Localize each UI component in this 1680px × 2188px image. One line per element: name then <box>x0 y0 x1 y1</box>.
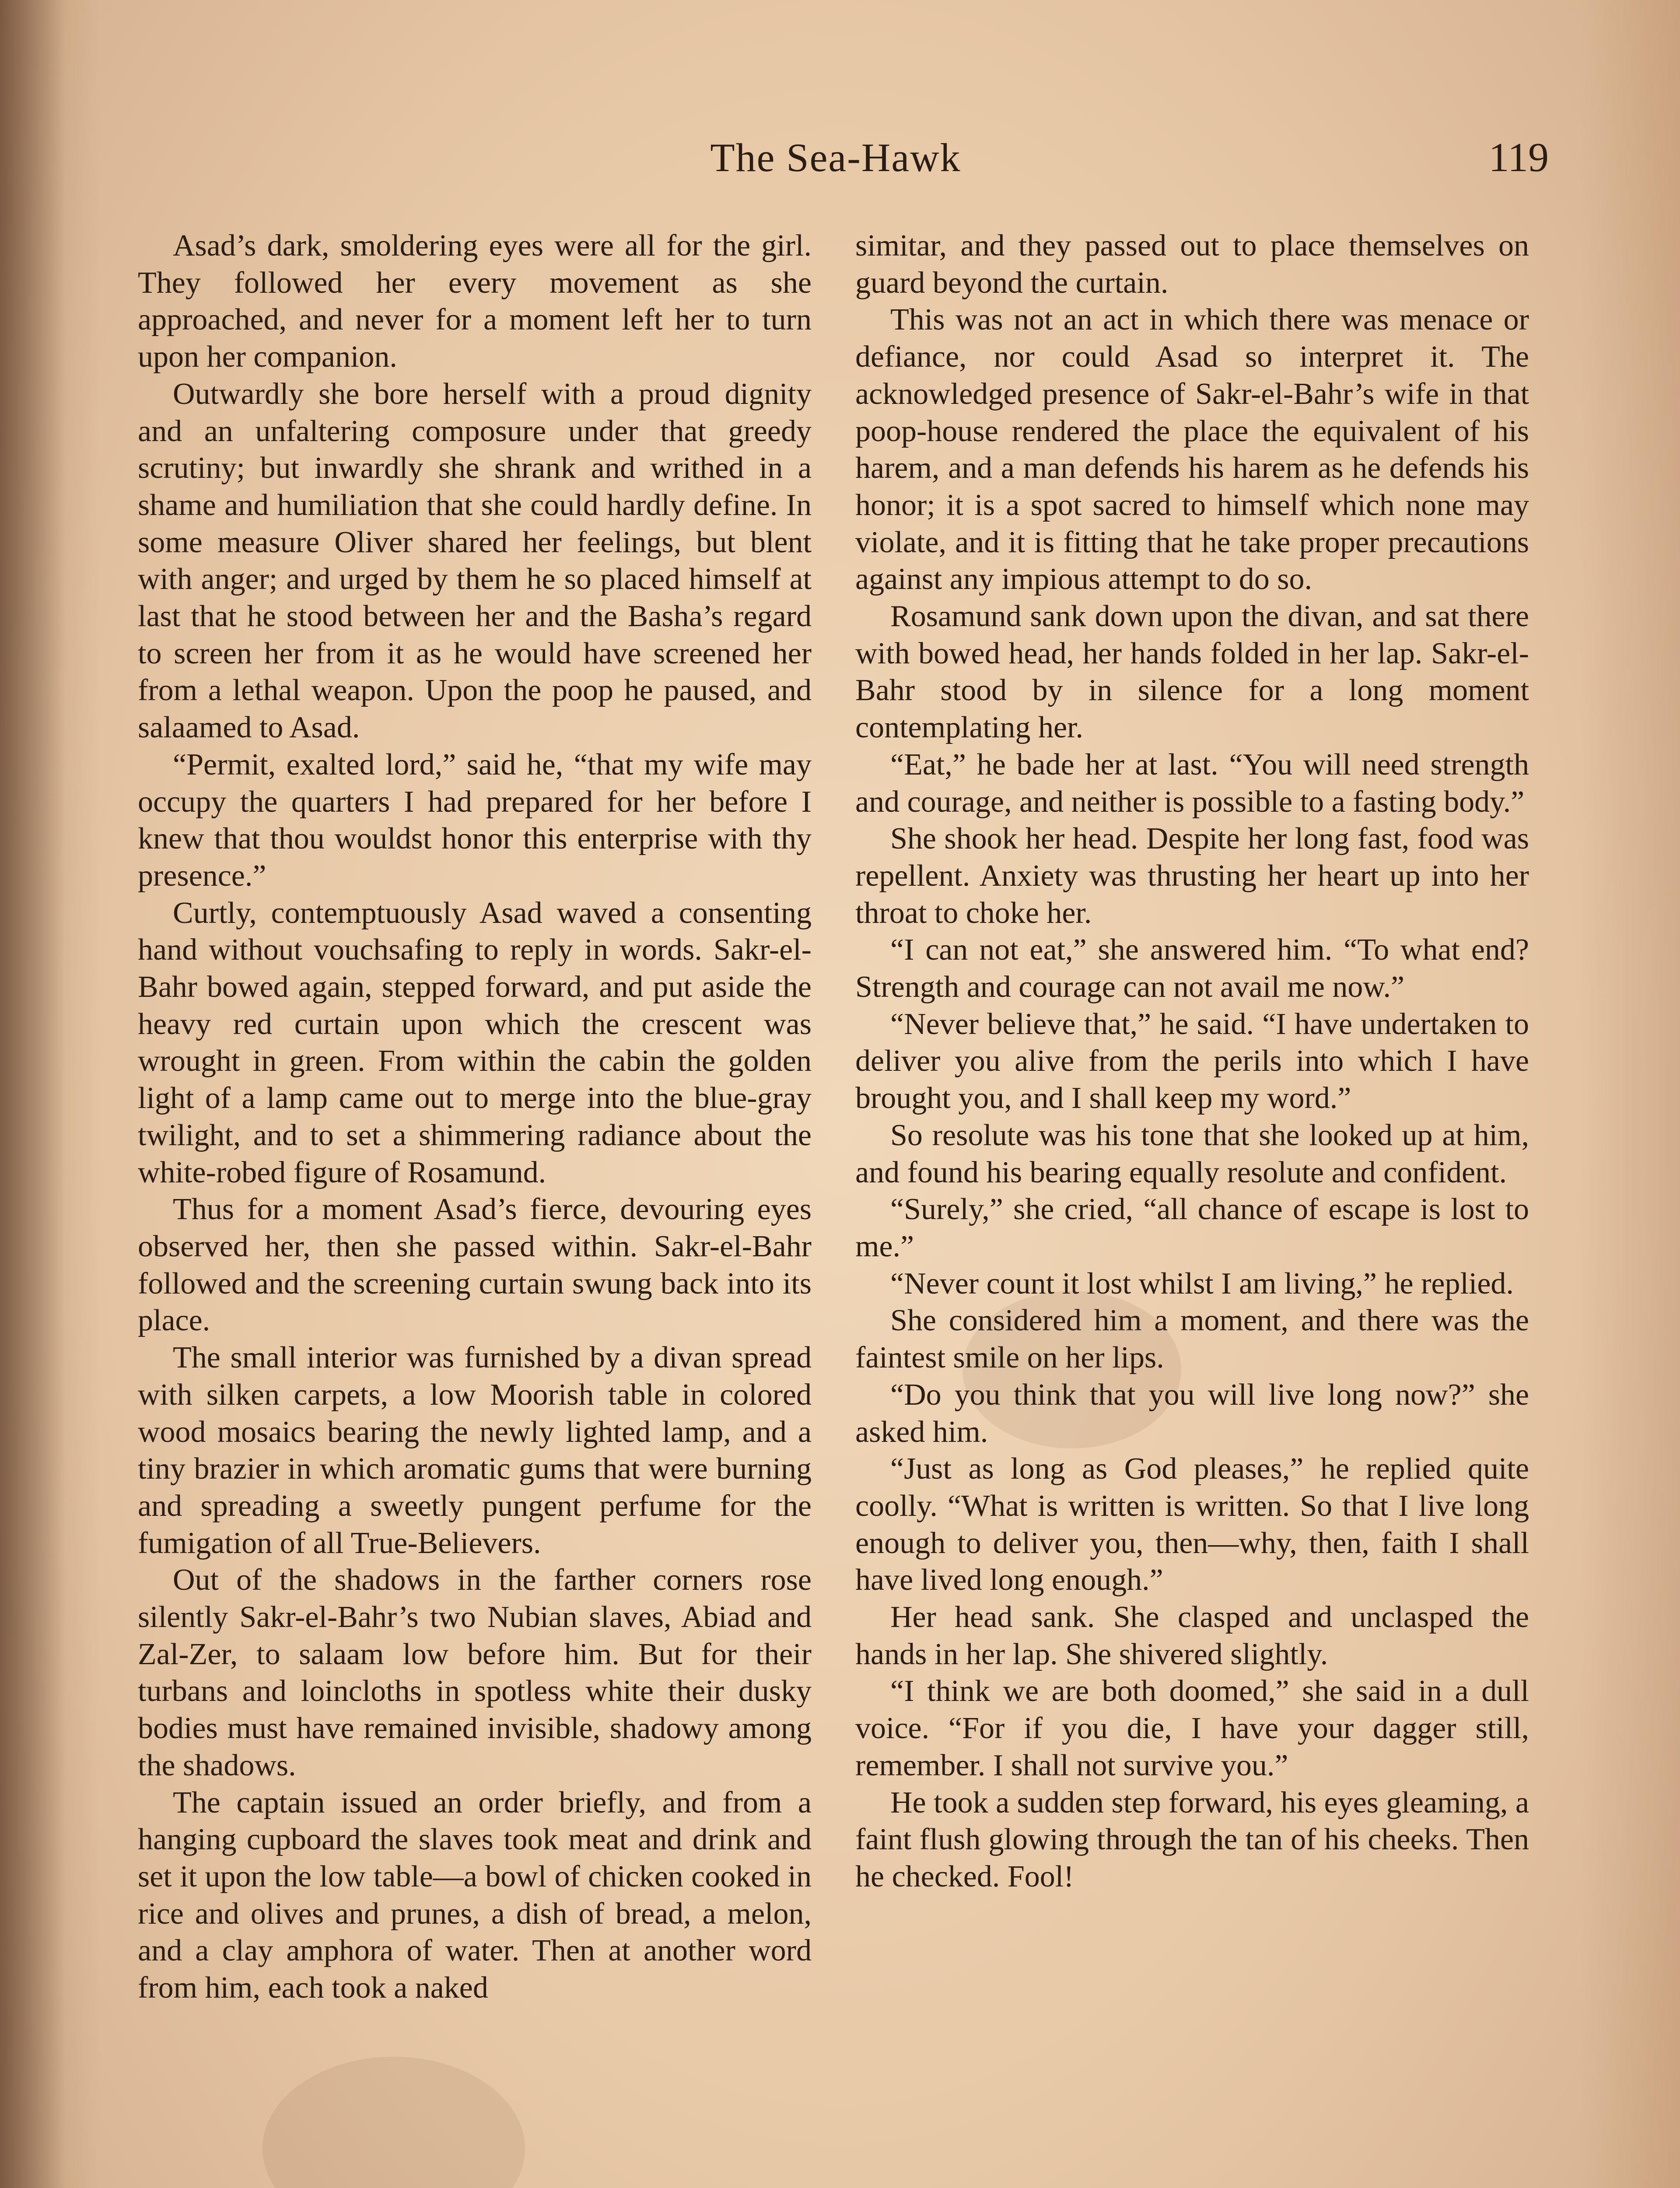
page-number: 119 <box>1488 135 1549 180</box>
paragraph: Curtly, contemptuously Asad waved a consenting hand without vouchsafing to reply in words. Sakr-el-Bahr bowed again, stepped forward, and put aside the heavy red curtain upon which the crescent was wrought in green. From within the cabin the golden light of a lamp came out to merge into the blue-gray twilight, and to set a shimmering radiance about the white-robed figure of Rosamund. <box>138 896 812 1189</box>
paragraph: The captain issued an order briefly, and from a hanging cupboard the slaves took meat and drink and set it upon the low table—a bowl of chicken cooked in rice and olives and prunes, a dish of bread, a melon, and a clay amphora of water. Then at another word from him, each took a naked <box>138 1785 812 2005</box>
paragraph: So resolute was his tone that she looked up at him, and found his bearing equally resolute and confident. <box>855 1118 1529 1189</box>
page-gutter-shadow <box>0 0 66 2188</box>
paragraph: Outwardly she bore herself with a proud dignity and an unfaltering composure under that greedy scrutiny; but inwardly she shrank and writhed in a shame and humiliation that she could hardly define. In some measure Oliver shared her feelings, but blent with anger; and urged by them he so placed himself at last that he stood between her and the Basha’s regard to screen her from it as he would have screened her from a lethal weapon. Upon the poop he paused, and salaamed to Asad. <box>138 377 812 745</box>
paragraph: simitar, and they passed out to place themselves on guard beyond the curtain. <box>855 229 1529 300</box>
paragraph: “Never count it lost whilst I am living,” he replied. <box>890 1266 1514 1301</box>
paragraph: “I can not eat,” she answered him. “To what end? Strength and courage can not avail me now.” <box>855 933 1529 1004</box>
paragraph: He took a sudden step forward, his eyes gleaming, a faint flush glowing through the tan of his cheeks. Then he checked. Fool! <box>855 1785 1529 1893</box>
paragraph: This was not an act in which there was menace or defiance, nor could Asad so interpret it. The acknowledged presence of Sakr-el-Bahr’s wife in that poop-house rendered the place the equivalent of his harem, and a man defends his harem as he defends his honor; it is a spot sacred to himself which none may violate, and it is fitting that he take proper precautions against any impious attempt to do so. <box>855 303 1529 596</box>
paragraph: Thus for a moment Asad’s fierce, devouring eyes observed her, then she passed within. Sakr-el-Bahr followed and the screening curtain swung back into its place. <box>138 1192 812 1338</box>
paragraph: She shook her head. Despite her long fast, food was repellent. Anxiety was thrusting her heart up into her throat to choke her. <box>855 822 1529 930</box>
paragraph: “Do you think that you will live long now?” she asked him. <box>855 1378 1529 1449</box>
right-column <box>855 228 1529 2188</box>
paragraph: “Permit, exalted lord,” said he, “that my wife may occupy the quarters I had prepared for her before I knew that thou wouldst honor this enterprise with thy presence.” <box>138 747 812 893</box>
paragraph: Her head sank. She clasped and unclasped the hands in her lap. She shivered slightly. <box>855 1600 1529 1671</box>
running-head-title: The Sea-Hawk <box>710 135 961 180</box>
paragraph: Asad’s dark, smoldering eyes were all for the girl. They followed her every movement as she approached, and never for a moment left her to turn upon her companion. <box>138 229 812 374</box>
paragraph: “I think we are both doomed,” she said in a dull voice. “For if you die, I have your dagger still, remember. I shall not survive you.” <box>855 1674 1529 1782</box>
paragraph: “Surely,” she cried, “all chance of escape is lost to me.” <box>855 1192 1529 1263</box>
paragraph: Out of the shadows in the farther corners rose silently Sakr-el-Bahr’s two Nubian slaves, Abiad and Zal-Zer, to salaam low before him. But for their turbans and loincloths in spotless white their dusky bodies must have remained invisible, shadowy among the shadows. <box>138 1563 812 1782</box>
paragraph: “Never believe that,” he said. “I have undertaken to deliver you alive from the perils into which I have brought you, and I shall keep my word.” <box>855 1007 1529 1115</box>
paragraph: Rosamund sank down upon the divan, and sat there with bowed head, her hands folded in her lap. Sakr-el-Bahr stood by in silence for a long moment contemplating her. <box>855 600 1529 745</box>
paragraph: She considered him a moment, and there was the faintest smile on her lips. <box>855 1304 1529 1375</box>
paragraph: “Just as long as God pleases,” he replied quite coolly. “What is written is written. So that I live long enough to deliver you, then—why, then, faith I shall have lived long enough.” <box>855 1452 1529 1597</box>
paragraph: “Eat,” he bade her at last. “You will need strength and courage, and neither is possible to a fasting body.” <box>855 747 1529 819</box>
left-column <box>138 228 812 2188</box>
paragraph: The small interior was furnished by a divan spread with silken carpets, a low Moorish table in colored wood mosaics bearing the newly lighted lamp, and a tiny brazier in which aromatic gums that were burning and spreading a sweetly pungent perfume for the fumigation of all True-Believers. <box>138 1341 812 1560</box>
